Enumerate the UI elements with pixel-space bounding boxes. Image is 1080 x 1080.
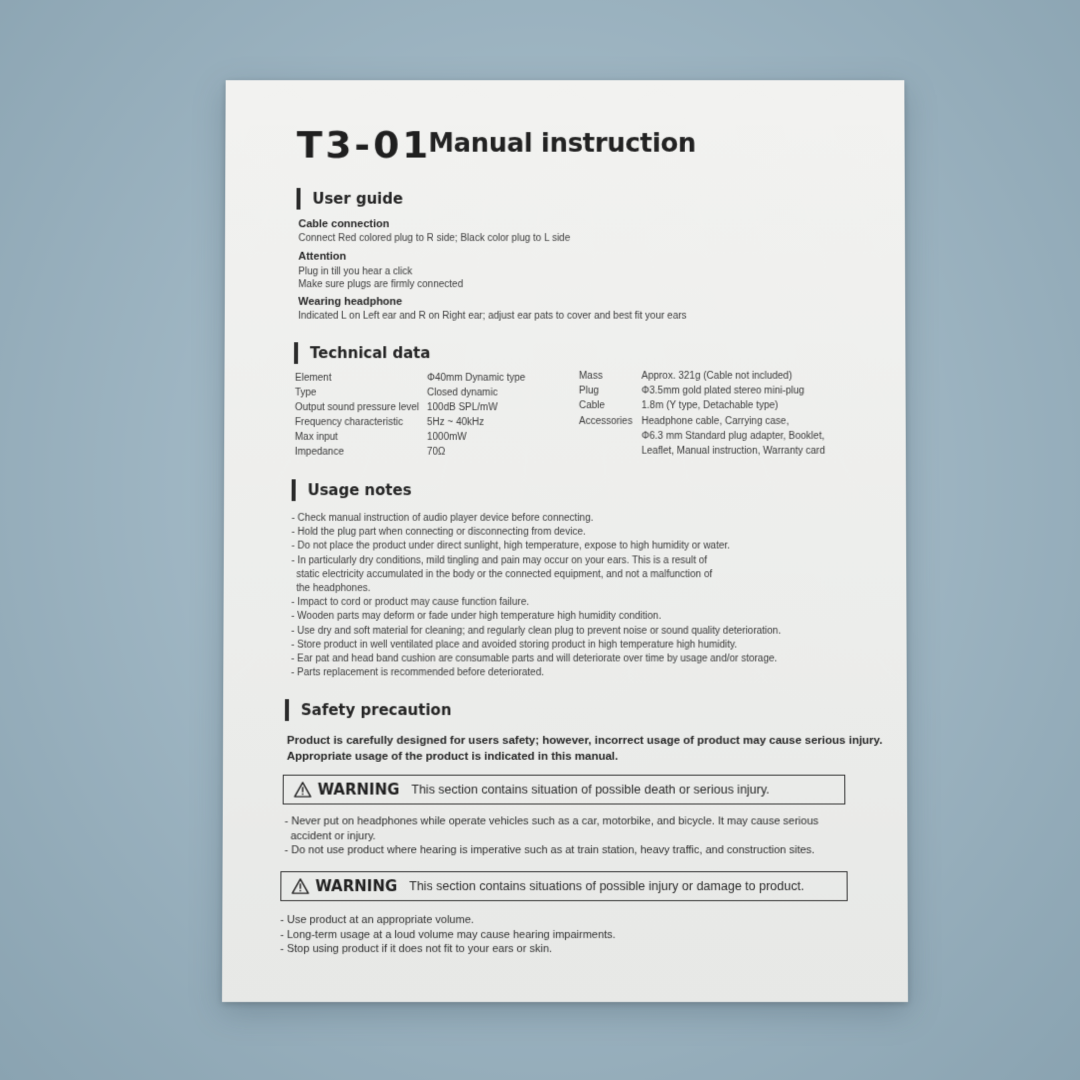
warning-description: This section contains situation of possible death or serious injury. <box>411 782 770 797</box>
manual-sheet <box>222 80 908 1002</box>
warning-triangle-icon <box>291 878 309 894</box>
warning2-list <box>280 913 615 956</box>
list-item: - Do not use product where hearing is imperative such as at train station, heavy traffic, and construction sites. <box>284 844 815 857</box>
spec-value: 1.8m (Y type, Detachable type) <box>641 400 779 412</box>
attention-text-1: Plug in till you hear a click <box>298 266 413 278</box>
list-item: accident or injury. <box>290 829 376 842</box>
spec-value: Headphone cable, Carrying case, <box>641 416 789 428</box>
spec-value: 5Hz ~ 40kHz <box>426 417 485 428</box>
warning-box-death-injury <box>283 775 846 805</box>
list-item: - Never put on headphones while operate vehicles such as a car, motorbike, and bicycle. It may cause serious <box>284 815 819 828</box>
warning-triangle-icon <box>294 782 312 798</box>
spec-value: 1000mW <box>426 431 467 443</box>
spec-label: Accessories <box>578 416 633 428</box>
technical-data-heading: Technical data <box>294 342 430 364</box>
list-item: - Use product at an appropriate volume. <box>280 914 474 927</box>
safety-precaution-heading: Safety precaution <box>285 699 452 721</box>
list-item: - Parts replacement is recommended before deteriorated. <box>291 667 545 679</box>
user-guide-heading: User guide <box>296 188 402 210</box>
cable-connection-text: Connect Red colored plug to R side; Black color plug to L side <box>298 233 571 244</box>
spec-value: Approx. 321g (Cable not included) <box>641 370 793 382</box>
spec-label: Plug <box>578 385 599 397</box>
spec-label: Output sound pressure level <box>294 402 420 414</box>
spec-value: Φ40mm Dynamic type <box>427 372 526 384</box>
list-item: - Use dry and soft material for cleaning; and regularly clean plug to prevent noise or sound quality deterioration. <box>291 625 782 637</box>
spec-label: Max input <box>294 431 338 443</box>
spec-label: Type <box>294 387 317 399</box>
list-item: static electricity accumulated in the body or the connected equipment, and not a malfunction of <box>296 569 713 580</box>
usage-notes-heading: Usage notes <box>292 479 412 501</box>
spec-label: Element <box>294 372 332 384</box>
list-item: - Do not place the product under direct sunlight, high temperature, expose to high humidity or water. <box>291 540 730 552</box>
document-title: Manual instruction <box>428 129 697 159</box>
model-number: T3-01 <box>296 123 432 167</box>
list-item: the headphones. <box>296 583 371 595</box>
warning-box-injury-damage <box>280 871 847 901</box>
list-item: - Wooden parts may deform or fade under high temperature high humidity condition. <box>291 611 662 623</box>
spec-label: Cable <box>578 400 605 412</box>
list-item: - Ear pat and head band cushion are consumable parts and will deteriorate over time by usage and/or storage. <box>291 653 778 665</box>
spec-label: Mass <box>578 370 603 382</box>
cable-connection-title: Cable connection <box>298 218 390 231</box>
list-item: - Impact to cord or product may cause function failure. <box>291 597 530 609</box>
spec-value: Φ6.3 mm Standard plug adapter, Booklet, <box>641 430 825 442</box>
list-item: - Hold the plug part when connecting or disconnecting from device. <box>291 526 586 538</box>
warning-label: WARNING <box>315 877 398 896</box>
attention-text-2: Make sure plugs are firmly connected <box>298 279 464 291</box>
usage-notes-list <box>291 512 781 681</box>
list-item: - Check manual instruction of audio player device before connecting. <box>291 512 594 524</box>
spec-value: 70Ω <box>426 446 446 458</box>
list-item: - Stop using product if it does not fit to your ears or skin. <box>280 943 553 956</box>
safety-intro-line: Product is carefully designed for users safety; however, incorrect usage of product may cause serious injury. <box>286 734 883 747</box>
safety-intro <box>287 733 883 765</box>
wearing-headphone-text: Indicated L on Left ear and R on Right ear; adjust ear pats to cover and best fit your ears <box>298 310 687 322</box>
list-item: - In particularly dry conditions, mild tingling and pain may occur on your ears. This is a result of <box>291 555 708 566</box>
list-item: - Store product in well ventilated place and avoided storing product in high temperature high humidity. <box>291 639 738 651</box>
spec-value: Φ3.5mm gold plated stereo mini-plug <box>641 385 805 397</box>
warning1-list <box>284 814 818 857</box>
spec-value: Leaflet, Manual instruction, Warranty card <box>641 445 826 457</box>
warning-label: WARNING <box>317 780 400 799</box>
spec-label: Frequency characteristic <box>294 417 404 428</box>
spec-value: 100dB SPL/mW <box>426 402 498 414</box>
wearing-headphone-title: Wearing headphone <box>298 296 403 308</box>
list-item: - Long-term usage at a loud volume may cause hearing impairments. <box>280 928 616 941</box>
warning-description: This section contains situations of possible injury or damage to product. <box>409 879 805 894</box>
attention-title: Attention <box>298 250 347 263</box>
spec-label: Impedance <box>294 446 344 458</box>
safety-intro-line: Appropriate usage of the product is indicated in this manual. <box>286 750 619 763</box>
spec-value: Closed dynamic <box>426 387 498 399</box>
